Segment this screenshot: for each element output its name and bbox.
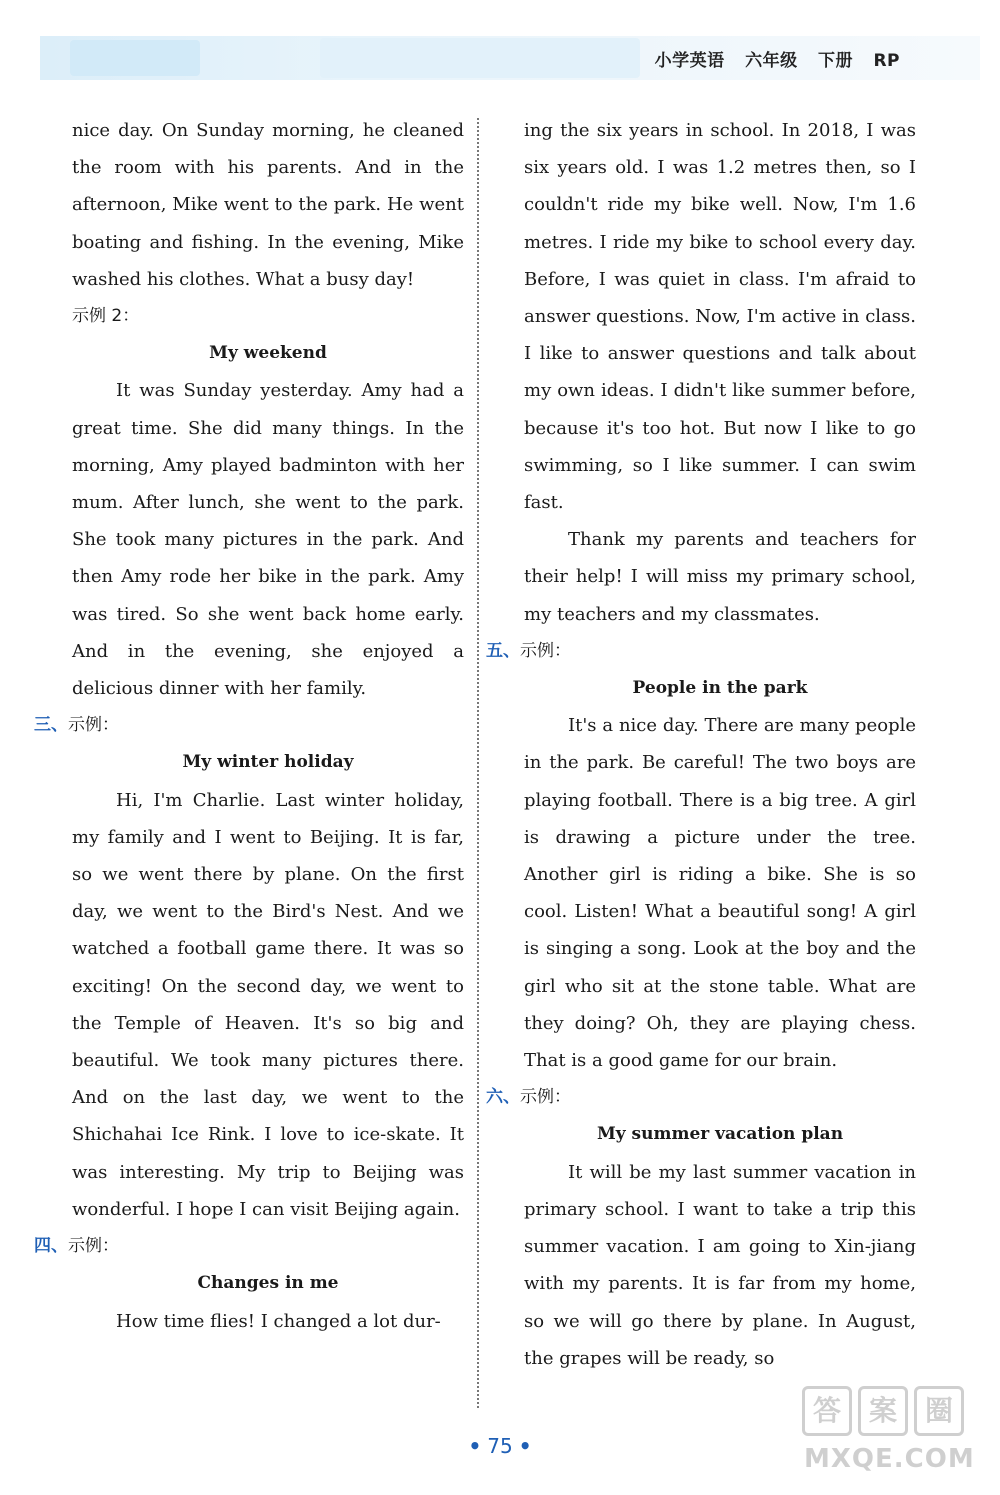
example-label: 示例 2： xyxy=(72,306,140,327)
section-number: 三、 xyxy=(34,715,68,736)
section-label: 示例： xyxy=(520,640,571,661)
paragraph: How time flies! I changed a lot dur- xyxy=(116,1310,441,1332)
section-heading xyxy=(486,1079,916,1116)
section-heading xyxy=(34,707,464,744)
watermark-site: MXQE.COM xyxy=(804,1444,975,1474)
paragraph: ing the six years in school. In 2018, I was six years old. I was 1.2 metres then, so I couldn't ride my bike well. Now, I'm 1.6 metres. I ride my bike to school every day. Before, I was quiet in class. I'm afraid to answer questions. Now, I'm active in class. I like to answer questions and talk about my own ideas. I didn't like summer before, because it's too hot. But now I like to go swimming, so I like summer. I can swim fast. xyxy=(524,120,916,514)
paragraph: It's a nice day. There are many people in the park. Be careful! The two boys are playing football. There is a big tree. A girl is drawing a picture under the tree. Another girl is riding a bike. She is so cool. Listen! What a beautiful song! A girl is singing a song. Look at the boy and the girl who sit at the stone table. What are they doing? Oh, they are playing chess. That is a good game for our brain. xyxy=(524,715,916,1072)
right-column xyxy=(486,112,916,1377)
section-label: 示例： xyxy=(68,715,119,736)
header-grade: 六年级 xyxy=(745,51,798,71)
section-heading xyxy=(486,633,916,670)
bullet-icon: • xyxy=(468,1434,482,1458)
running-header xyxy=(641,46,900,71)
essay-title: My summer vacation plan xyxy=(596,1124,844,1145)
watermark-char: 答 xyxy=(802,1386,852,1436)
paragraph: Thank my parents and teachers for their help! I will miss my primary school, my teachers and my classmates. xyxy=(524,529,916,625)
essay-title: My winter holiday xyxy=(182,752,354,773)
page-number-value: 75 xyxy=(487,1434,513,1458)
section-number: 五、 xyxy=(486,640,520,661)
watermark-char: 案 xyxy=(858,1386,908,1436)
header-volume: 下册 xyxy=(818,51,854,71)
paragraph: It was Sunday yesterday. Amy had a great time. She did many things. In the morning, Amy played badminton with her mum. After lunch, she went to the park. She took many pictures in the park. And then Amy rode her bike in the park. Amy was tired. So she went back home early. And in the evening, she enjoyed a delicious dinner with her family. xyxy=(72,380,464,700)
paragraph: Hi, I'm Charlie. Last winter holiday, my family and I went to Beijing. It is far, so we went there by plane. On the first day, we went to the Bird's Nest. And we watched a football game there. It was so exciting! On the second day, we went to the Temple of Heaven. It's so big and beautiful. We took many pictures there. And on the last day, we went to the Shichahai Ice Rink. I love to ice-skate. It was interesting. My trip to Beijing was wonderful. I hope I can visit Beijing again. xyxy=(72,789,464,1220)
watermark-char: 圈 xyxy=(914,1386,964,1436)
section-number: 四、 xyxy=(34,1236,68,1257)
section-number: 六、 xyxy=(486,1087,520,1108)
essay-title: My weekend xyxy=(209,343,327,364)
essay-title: Changes in me xyxy=(197,1273,339,1294)
watermark xyxy=(802,1386,975,1486)
paragraph: It will be my last summer vacation in primary school. I want to take a trip this summer vacation. I am going to Xin-jiang with my parents. It is far from my home, so we will go there by plane. In August, the grapes will be ready, so xyxy=(524,1161,916,1369)
header-decoration xyxy=(70,40,200,76)
header-decoration xyxy=(320,38,640,78)
section-label: 示例： xyxy=(68,1236,119,1257)
section-label: 示例： xyxy=(520,1087,571,1108)
paragraph: nice day. On Sunday morning, he cleaned the room with his parents. And in the afternoon, Mike went to the park. He went boating and fishing. In the evening, Mike washed his clothes. What a busy day! xyxy=(72,120,464,290)
left-column xyxy=(34,112,464,1340)
section-heading xyxy=(34,1228,464,1265)
essay-title: People in the park xyxy=(632,678,808,699)
column-divider xyxy=(477,118,479,1408)
bullet-icon: • xyxy=(518,1434,532,1458)
header-subject: 小学英语 xyxy=(654,51,725,71)
header-edition: RP xyxy=(873,51,900,71)
